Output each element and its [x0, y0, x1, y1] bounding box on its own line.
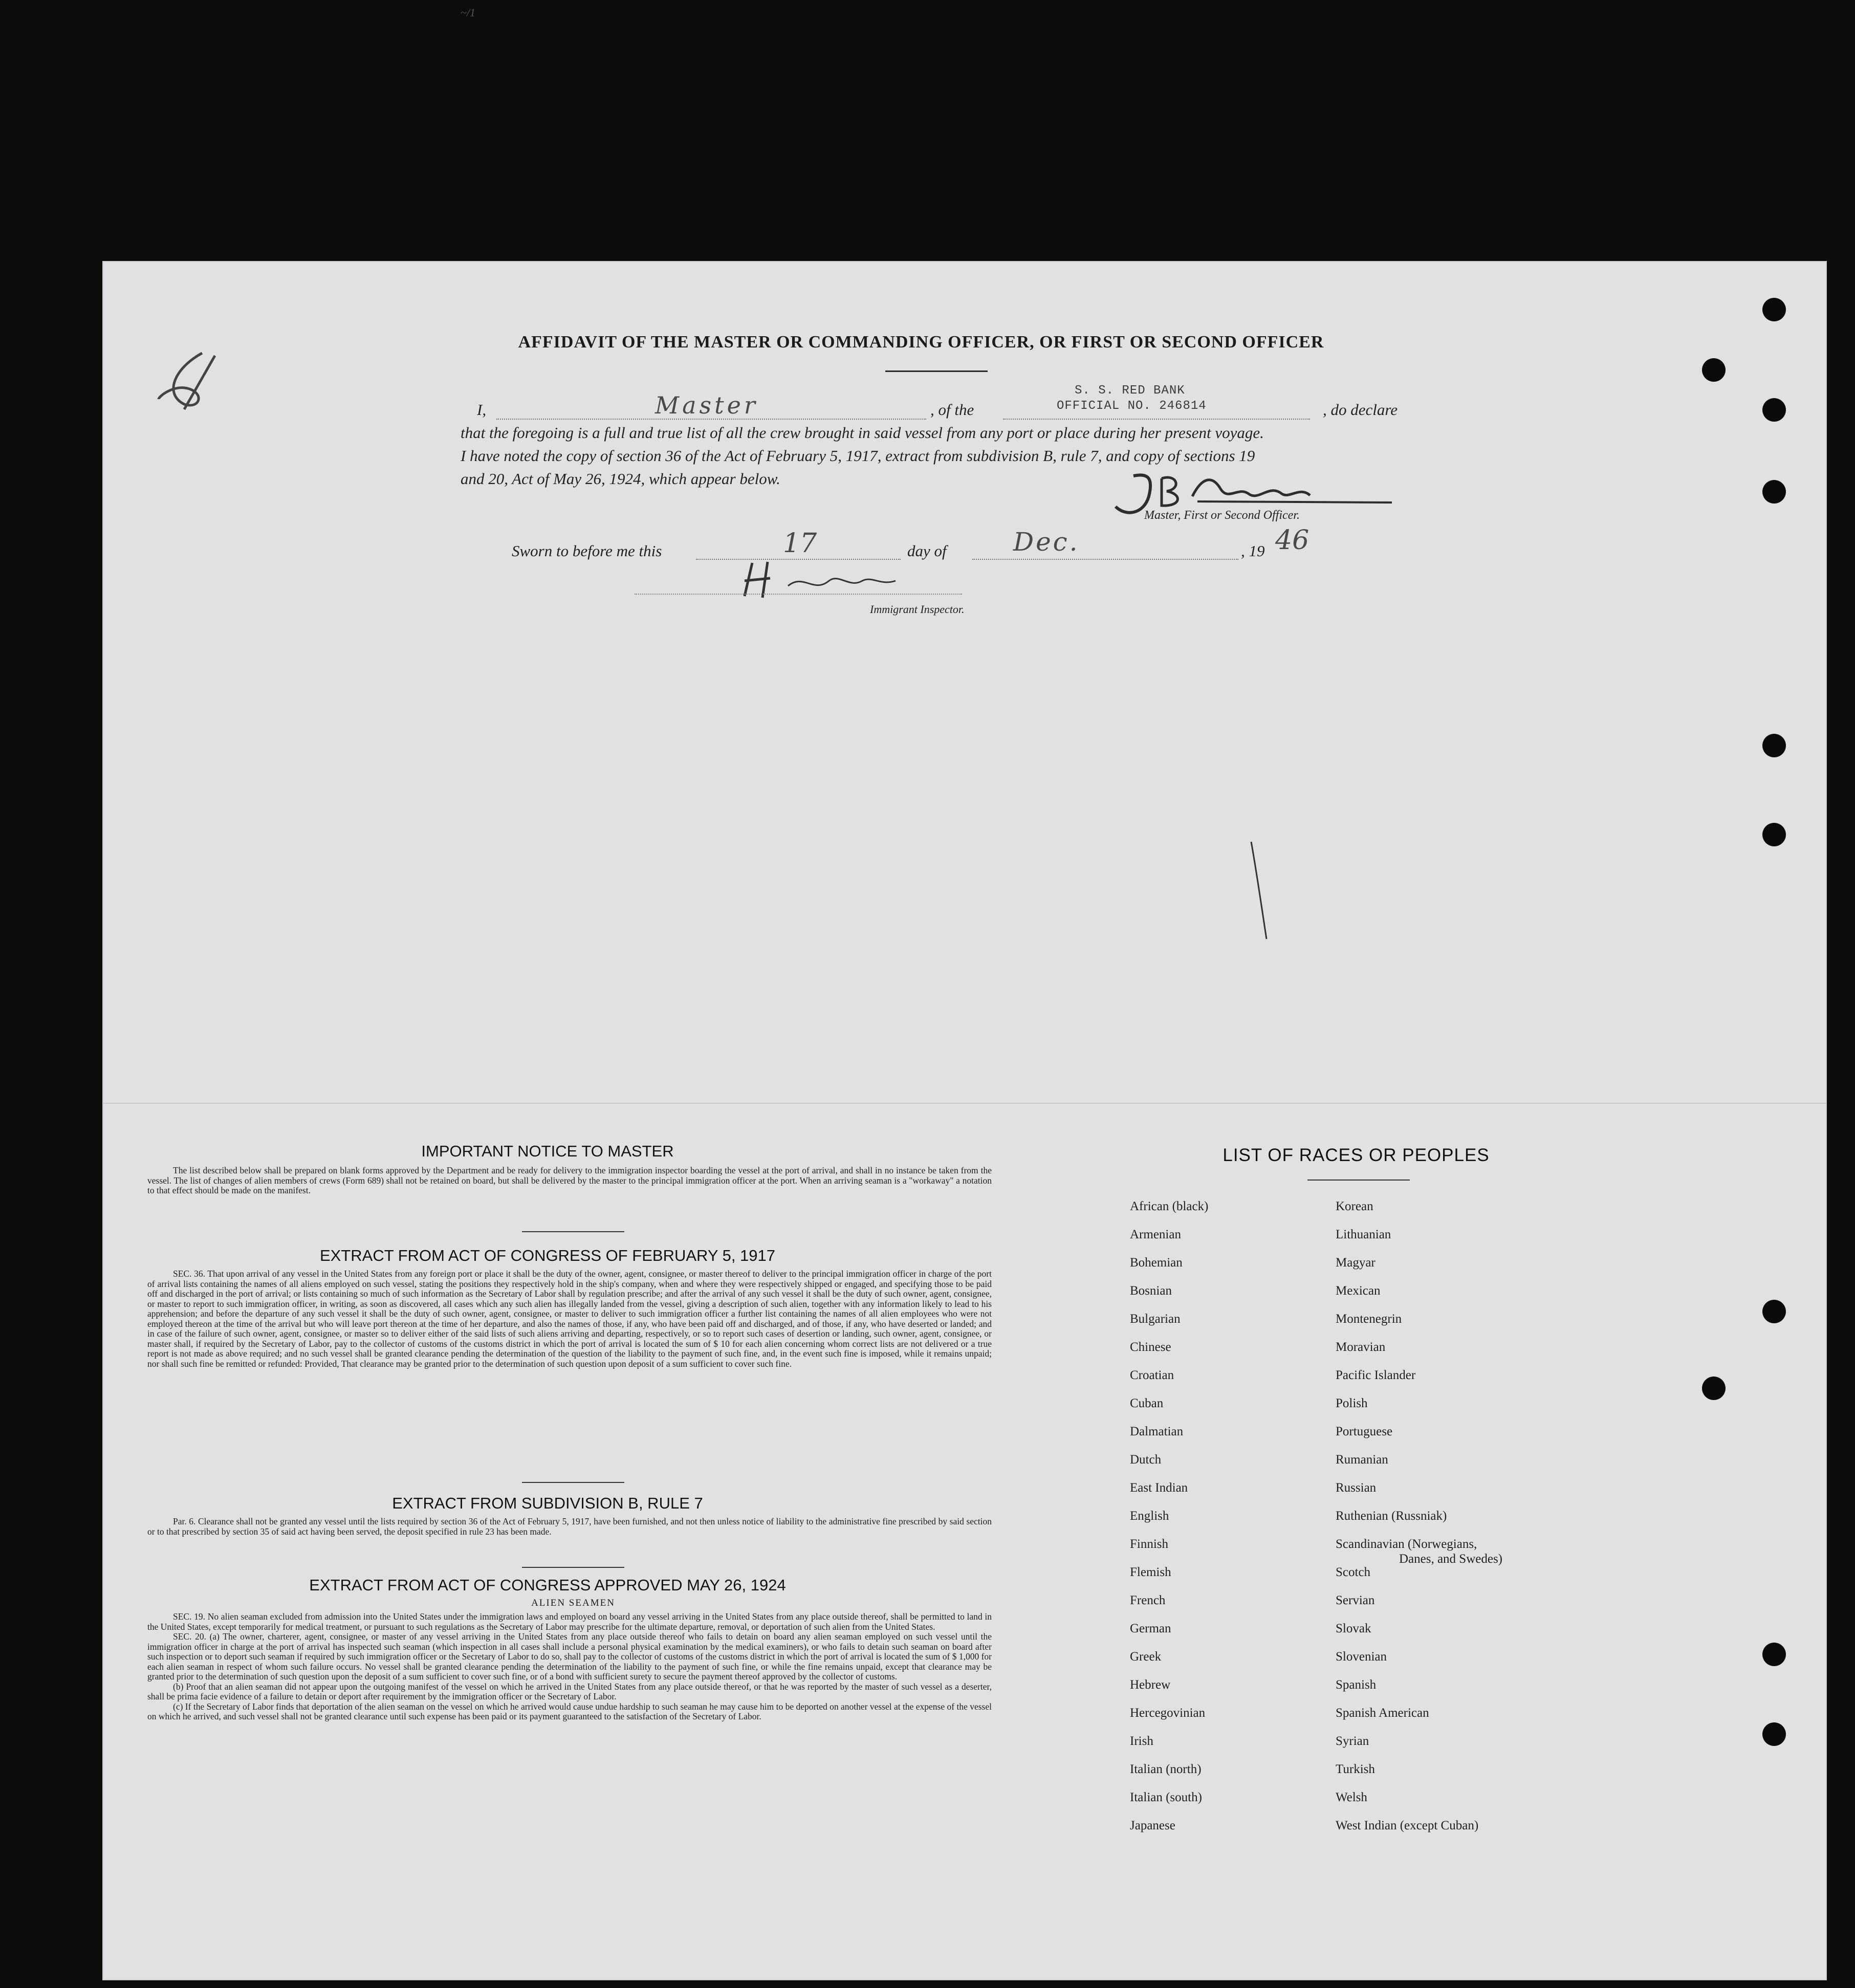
official-number-stamp: OFFICIAL NO. 246814: [1057, 399, 1207, 413]
sec-20b-paragraph: (b) Proof that an alien seaman did not appear upon the outgoing manifest of the vessel on which he arrived in the United States from any place outside thereof, or that he was reported by the master of such vessel as a deserter, shall be prima facie evidence of a failure to detain or deport after requirement by the immigration officer or the Secretary of Labor.: [147, 1681, 992, 1701]
race-item: German: [1130, 1622, 1171, 1635]
affidavit-line-3: I have noted the copy of section 36 of the Act of February 5, 1917, extract from subdivision B, rule 7, and copy of sections 19: [461, 447, 1255, 465]
race-item: Greek: [1130, 1650, 1162, 1664]
race-item: Hercegovinian: [1130, 1706, 1206, 1720]
binder-hole: [1702, 358, 1726, 382]
extract-1924-title: EXTRACT FROM ACT OF CONGRESS APPROVED MAY 26, 1924: [309, 1576, 786, 1594]
notice-paragraph: The list described below shall be prepared on blank forms approved by the Department and be ready for delivery to the immigration inspector boarding the vessel at the port of arrival, and shall in no instance be taken from the vessel. The list of changes of alien members of crews (Form 689) shall not be retained on board, but shall be delivered by the master to the principal immigration officer at the port. When an arriving seaman is a "workaway" a notation to that effect should be made on the manifest.: [147, 1165, 992, 1195]
race-item: Bosnian: [1130, 1284, 1172, 1298]
sworn-prefix: Sworn to before me this: [512, 542, 662, 560]
race-item: Polish: [1336, 1396, 1368, 1410]
sec-20a-paragraph: SEC. 20. (a) The owner, charterer, agent, consignee, or master of any vessel arriving in the United States from any place outside thereof who fails to detain on board any alien seaman employed on such vessel until the immigration officer in charge at the port of arrival has inspected such seaman (which inspection in all cases shall include a personal physical examination by the medical examiners), or who fails to detain such seaman on board after such inspection or to deport such seaman if required by such immigration officer or the Secretary of Labor to do so, shall pay to the collector of customs of the customs district in which the port of arrival is located the sum of $ 1,000 for each alien seaman in respect of whom such failure occurs. No vessel shall be granted clearance pending the determination of the liability to the payment of such fine, or while the fine remains unpaid, except that clearance may be granted prior to the determination of such question upon the deposit of a sum sufficient to cover such fine, or of a bond with sufficient surety to secure the payment thereof approved by the collector of customs.: [147, 1631, 992, 1681]
stray-pen-mark: [1249, 839, 1269, 942]
race-item: Scotch: [1336, 1565, 1371, 1579]
handwritten-corner-mark: [154, 348, 225, 414]
race-item: Italian (north): [1130, 1762, 1202, 1776]
sworn-day-handwritten: 17: [783, 528, 817, 559]
master-caption: Master, First or Second Officer.: [1144, 509, 1300, 522]
notice-title: IMPORTANT NOTICE TO MASTER: [421, 1142, 674, 1160]
race-item: Ruthenian (Russniak): [1336, 1509, 1447, 1523]
document-sheet: [102, 261, 1827, 1980]
affidavit-line-4: and 20, Act of May 26, 1924, which appear below.: [461, 470, 780, 488]
race-item: Magyar: [1336, 1256, 1376, 1270]
race-item: Finnish: [1130, 1537, 1169, 1551]
race-item: Slovenian: [1336, 1650, 1387, 1664]
binder-hole: [1762, 1300, 1786, 1323]
race-item: Montenegrin: [1336, 1312, 1402, 1326]
binder-hole: [1702, 1377, 1726, 1400]
race-item: Spanish American: [1336, 1706, 1429, 1720]
extract-1917-body: [147, 1269, 992, 1369]
binder-hole: [1762, 480, 1786, 504]
extract-1917-paragraph: SEC. 36. That upon arrival of any vessel in the United States from any foreign port or place it shall be the duty of the owner, agent, consignee, or master thereof to deliver to the principal immigration officer in charge of the port of arrival lists containing the names of all aliens employed on such vessel, stating the positions they respectively hold in the ship's company, when and where they were respectively shipped or engaged, and specifying those to be paid off and discharged in the port of arrival; or lists containing so much of such information as the Secretary of Labor shall by regulation prescribe; and after the arrival of any such vessel it shall be the duty of such owner, agent, consignee, or master to report to such immigration officer, in writing, as soon as discovered, all cases which any such alien has illegally landed from the vessel, giving a description of such alien, together with any information likely to lead to his apprehension; and before the departure of any such vessel it shall be the duty of such owner, agent, consignee, or master to deliver to such immigration officer a further list containing the names of all alien employees who were not employed thereon at the time of the arrival but who will leave port thereon at the time of her departure, and also the names of those, if any, who have been paid off and discharged, and of those, if any, who have deserted or landed; and in case of the failure of such owner, agent, consignee, or master so to deliver either of the said lists of such aliens arriving and departing, respectively, or so to report such cases of desertion or landing, such owner, agent, consignee, or master shall, if required by the Secretary of Labor, pay to the collector of customs of the customs district in which the port of arrival is located the sum of $ 10 for each alien concerning whom correct lists are not delivered or a true report is not made as above required; and no such vessel shall be granted clearance pending the determination of the question of the liability to the payment of such fine, and, in the event such fine is imposed, while it remains unpaid; nor shall such fine be remitted or refunded: Provided, That clearance may be granted prior to the determination of such question upon deposit of a sum sufficient to cover such fine.: [147, 1269, 992, 1369]
binder-hole: [1762, 298, 1786, 321]
race-item: Italian (south): [1130, 1790, 1202, 1804]
race-item: Turkish: [1336, 1762, 1375, 1776]
race-item: Cuban: [1130, 1396, 1164, 1410]
vessel-line: [1003, 419, 1310, 420]
sec-19-paragraph: SEC. 19. No alien seaman excluded from admission into the United States under the immigration laws and employed on board any vessel arriving in the United States from any place outside thereof, shall be permitted to land in the United States, except temporarily for medical treatment, or pursuant to such regulations as the Secretary of Labor may prescribe for the ultimate departure, removal, or deportation of such alien from the United States.: [147, 1611, 992, 1632]
races-scandinavian-continuation: Danes, and Swedes): [1399, 1552, 1503, 1566]
race-item: African (black): [1130, 1199, 1209, 1213]
race-item: Lithuanian: [1336, 1228, 1391, 1241]
race-item: Mexican: [1336, 1284, 1381, 1298]
affidavit-do-declare: , do declare: [1323, 401, 1398, 419]
race-item: Bohemian: [1130, 1256, 1183, 1270]
day-of: day of: [907, 542, 947, 560]
affidavit-line-2: that the foregoing is a full and true list of all the crew brought in said vessel from any port or place during her present voyage.: [461, 424, 1264, 442]
binder-hole: [1762, 1643, 1786, 1666]
binder-hole: [1762, 734, 1786, 757]
race-item: Pacific Islander: [1336, 1368, 1416, 1382]
extract-rule7-body: [147, 1517, 992, 1537]
race-item: East Indian: [1130, 1481, 1188, 1495]
affidavit-title: AFFIDAVIT OF THE MASTER OR COMMANDING OFFICER, OR FIRST OR SECOND OFFICER: [518, 333, 1324, 352]
race-item: Welsh: [1336, 1790, 1367, 1804]
race-item: Slovak: [1336, 1622, 1371, 1635]
race-item: Servian: [1336, 1593, 1375, 1607]
extract-1917-title: EXTRACT FROM ACT OF CONGRESS OF FEBRUARY 5, 1917: [319, 1247, 776, 1264]
sworn-month-line: [972, 559, 1238, 560]
affidavit-of-the: , of the: [930, 401, 974, 419]
extract-1924-body: [147, 1612, 992, 1722]
race-item: Japanese: [1130, 1819, 1175, 1832]
race-item: Flemish: [1130, 1565, 1171, 1579]
year-handwritten: 46: [1275, 525, 1310, 556]
race-item: Dalmatian: [1130, 1425, 1184, 1438]
sec-20c-paragraph: (c) If the Secretary of Labor finds that deportation of the alien seaman on the vessel on which he arrived would cause undue hardship to such seaman he may cause him to be deported on another vessel at the expense of the vessel on which he arrived, and such vessel shall not be granted clearance until such expense has been paid or its payment guaranteed to the satisfaction of the Secretary of Labor.: [147, 1701, 992, 1721]
inspector-signature: [732, 558, 906, 604]
section-rule: [522, 1231, 624, 1232]
race-item: Croatian: [1130, 1368, 1174, 1382]
race-item: Syrian: [1336, 1734, 1369, 1748]
master-name-handwritten: Master: [655, 391, 758, 419]
race-item: Irish: [1130, 1734, 1153, 1748]
race-item: Hebrew: [1130, 1678, 1171, 1692]
races-right-column: [1336, 1192, 1478, 1840]
race-item: Moravian: [1336, 1340, 1386, 1354]
race-item: Spanish: [1336, 1678, 1377, 1692]
section-rule: [522, 1567, 624, 1568]
inspector-line: [635, 594, 962, 595]
race-item: Bulgarian: [1130, 1312, 1181, 1326]
notice-body: [147, 1166, 992, 1196]
year-prefix: , 19: [1241, 542, 1265, 560]
binder-hole: [1762, 1722, 1786, 1746]
section-rule: [522, 1482, 624, 1483]
alien-seamen-subtitle: ALIEN SEAMEN: [531, 1598, 615, 1608]
extract-rule7-paragraph: Par. 6. Clearance shall not be granted any vessel until the lists required by section 36 of the Act of February 5, 1917, have been furnished, and not then unless notice of liability to the administrative fine prescribed by said section or to that prescribed by section 35 of said act having been served, the deposit specified in rule 23 has been made.: [147, 1516, 992, 1537]
races-title-rule: [1307, 1179, 1410, 1181]
race-item: Rumanian: [1336, 1453, 1388, 1467]
binder-hole: [1762, 398, 1786, 422]
binder-hole: [1762, 823, 1786, 846]
sworn-month-handwritten: Dec.: [1013, 527, 1080, 557]
title-rule: [885, 370, 988, 372]
fold-line: [102, 1103, 1827, 1104]
race-item: Russian: [1336, 1481, 1377, 1495]
race-item: English: [1130, 1509, 1169, 1523]
race-item: Armenian: [1130, 1228, 1181, 1241]
affidavit-i: I,: [477, 401, 487, 419]
race-item: West Indian (except Cuban): [1336, 1819, 1479, 1832]
race-item: Korean: [1336, 1199, 1373, 1213]
inspector-caption: Immigrant Inspector.: [870, 603, 965, 616]
extract-rule7-title: EXTRACT FROM SUBDIVISION B, RULE 7: [392, 1494, 703, 1512]
race-item: Portuguese: [1336, 1425, 1393, 1438]
races-title: LIST OF RACES OR PEOPLES: [1223, 1145, 1490, 1165]
race-item: French: [1130, 1593, 1166, 1607]
scan-margin-mark: ~/1: [461, 6, 476, 19]
race-item: Chinese: [1130, 1340, 1171, 1354]
race-item: Dutch: [1130, 1453, 1162, 1467]
race-item: Scandinavian (Norwegians,: [1336, 1537, 1477, 1551]
races-left-column: [1130, 1192, 1208, 1840]
vessel-name-stamp: S. S. RED BANK: [1075, 384, 1185, 398]
